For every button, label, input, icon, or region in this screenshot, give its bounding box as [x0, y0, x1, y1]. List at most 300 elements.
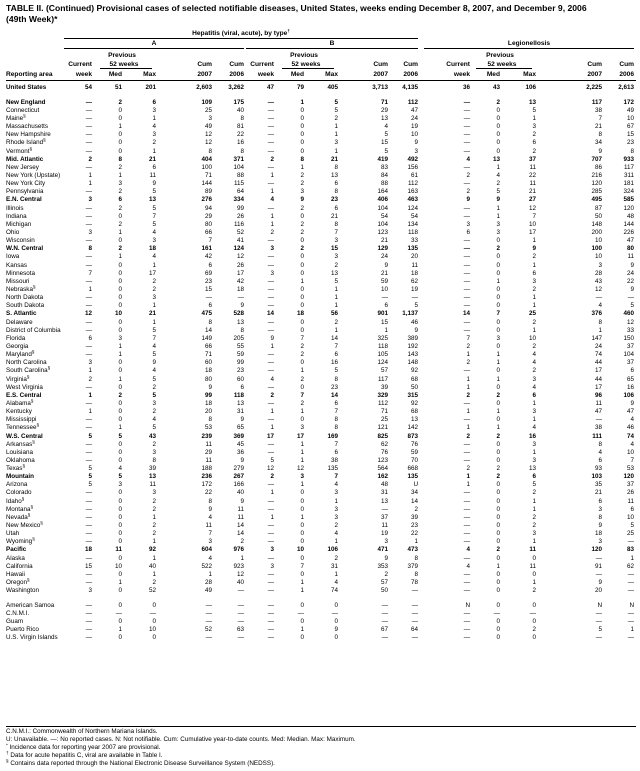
value-cell: —: [267, 106, 274, 114]
value-cell: 9: [414, 139, 418, 147]
value-cell: 22: [626, 277, 634, 285]
table-row: [6, 457, 636, 465]
value-cell: 18: [410, 269, 418, 277]
value-cell: 1: [270, 424, 274, 432]
value-cell: 6: [334, 351, 338, 359]
value-cell: 2: [532, 489, 536, 497]
reporting-area-cell: California: [6, 562, 33, 570]
value-cell: 6: [598, 497, 602, 505]
value-cell: 1: [630, 554, 634, 562]
value-cell: —: [411, 601, 418, 609]
value-cell: 2: [300, 399, 304, 407]
value-cell: 0: [496, 294, 500, 302]
value-cell: 6: [598, 456, 602, 464]
value-cell: 12: [84, 310, 92, 318]
value-cell: 3: [384, 538, 388, 546]
value-cell: 34: [594, 139, 602, 147]
value-cell: 0: [118, 634, 122, 642]
value-cell: 80: [204, 220, 212, 228]
value-cell: 83: [380, 163, 388, 171]
value-cell: 11: [627, 253, 634, 261]
value-cell: 8: [334, 424, 338, 432]
value-cell: 33: [626, 326, 634, 334]
value-cell: 2: [152, 277, 156, 285]
value-cell: 463: [407, 196, 418, 204]
table-title: [6, 3, 636, 24]
value-cell: 68: [410, 375, 418, 383]
value-cell: —: [381, 618, 388, 626]
value-cell: 2: [334, 522, 338, 530]
value-cell: 3: [334, 513, 338, 521]
value-cell: 3,262: [228, 84, 244, 91]
value-cell: 6: [630, 367, 634, 375]
value-cell: 109: [201, 98, 212, 106]
value-cell: —: [627, 294, 634, 302]
value-cell: 3: [270, 245, 274, 253]
value-cell: 0: [118, 601, 122, 609]
value-cell: 1: [270, 408, 274, 416]
value-cell: 12: [528, 204, 536, 212]
value-cell: 117: [377, 375, 388, 383]
value-cell: 1: [334, 302, 338, 310]
value-cell: 116: [233, 220, 244, 228]
value-cell: 1: [240, 554, 244, 562]
a-med-label: Med: [108, 71, 122, 78]
value-cell: 334: [233, 196, 244, 204]
value-cell: 5: [334, 106, 338, 114]
value-cell: 15: [380, 139, 388, 147]
value-cell: 2: [152, 285, 156, 293]
value-cell: 0: [118, 456, 122, 464]
value-cell: 92: [410, 399, 418, 407]
a-cum-2006-label: Cum: [229, 61, 244, 68]
value-cell: 4: [270, 196, 274, 204]
value-cell: —: [463, 610, 470, 618]
value-cell: 1: [496, 562, 500, 570]
value-cell: 0: [118, 302, 122, 310]
value-cell: 0: [300, 522, 304, 530]
a-2007-label: 2007: [197, 71, 212, 78]
value-cell: —: [85, 351, 92, 359]
value-cell: 0: [496, 147, 500, 155]
value-cell: 9: [598, 147, 602, 155]
table-row: [6, 384, 636, 392]
value-cell: 5: [88, 465, 92, 473]
value-cell: 36: [236, 448, 244, 456]
value-cell: 4: [384, 123, 388, 131]
value-cell: 31: [236, 408, 244, 416]
leg-previous-label: Previous: [486, 52, 514, 59]
value-cell: 12: [204, 131, 212, 139]
table-title-line1: TABLE II. (Continued) Provisional cases of selected notifiable diseases, United States, weeks ending December 8, 2007, and December 9, 2006: [6, 3, 587, 13]
value-cell: 0: [496, 326, 500, 334]
value-cell: 54: [380, 212, 388, 220]
a-52weeks-label: 52 weeks: [109, 61, 139, 68]
value-cell: 7: [334, 408, 338, 416]
value-cell: 18: [84, 546, 92, 554]
value-cell: 4: [118, 465, 122, 473]
group-legionellosis-rule: [424, 48, 634, 49]
value-cell: —: [85, 106, 92, 114]
value-cell: 0: [300, 497, 304, 505]
b-previous-label: Previous: [290, 52, 318, 59]
value-cell: 18: [236, 285, 244, 293]
reporting-area-cell: North Dakota: [6, 294, 44, 302]
value-cell: 59: [380, 277, 388, 285]
reporting-area-cell: Louisiana: [6, 448, 33, 456]
value-cell: 1: [300, 408, 304, 416]
value-cell: 2: [466, 172, 470, 179]
value-cell: 5: [334, 277, 338, 285]
value-cell: 6: [532, 391, 536, 399]
value-cell: 668: [407, 465, 418, 473]
value-cell: —: [205, 601, 212, 609]
value-cell: —: [237, 610, 244, 618]
value-cell: —: [267, 601, 274, 609]
reporting-area-cell: Puerto Rico: [6, 626, 39, 634]
b-cum-2006-label: Cum: [403, 61, 418, 68]
value-cell: 1: [88, 172, 92, 179]
value-cell: 6: [152, 163, 156, 171]
table-row: [6, 530, 636, 538]
value-cell: 71: [380, 408, 388, 416]
value-cell: 91: [594, 562, 602, 570]
table-row: [6, 351, 636, 359]
value-cell: 0: [118, 237, 122, 245]
value-cell: 64: [410, 626, 418, 634]
value-cell: —: [85, 618, 92, 626]
value-cell: —: [529, 610, 536, 618]
value-cell: 3: [532, 530, 536, 538]
value-cell: 15: [626, 131, 634, 139]
value-cell: —: [85, 326, 92, 334]
value-cell: —: [463, 261, 470, 269]
value-cell: —: [463, 440, 470, 448]
table-row: [6, 310, 636, 318]
value-cell: 404: [201, 155, 212, 163]
value-cell: 8: [334, 220, 338, 228]
value-cell: 14: [266, 310, 274, 318]
value-cell: 0: [496, 601, 500, 609]
value-cell: 825: [377, 432, 388, 440]
value-cell: 6: [118, 196, 122, 204]
value-cell: —: [237, 587, 244, 595]
reporting-area-cell: W.N. Central: [6, 245, 44, 253]
value-cell: 11: [411, 261, 418, 269]
value-cell: 9: [384, 554, 388, 562]
value-cell: 6: [630, 505, 634, 513]
reporting-area-cell: E.N. Central: [6, 196, 42, 204]
value-cell: 164: [377, 188, 388, 196]
value-cell: 13: [330, 172, 338, 179]
value-cell: 2: [532, 626, 536, 634]
value-cell: 1: [270, 513, 274, 521]
value-cell: 923: [233, 562, 244, 570]
value-cell: 2: [300, 180, 304, 188]
value-cell: 105: [377, 351, 388, 359]
value-cell: 0: [300, 359, 304, 367]
value-cell: 5: [532, 481, 536, 489]
value-cell: 6: [334, 180, 338, 188]
value-cell: 0: [118, 522, 122, 530]
value-cell: 106: [623, 391, 634, 399]
value-cell: 1: [334, 285, 338, 293]
value-cell: 52: [236, 228, 244, 236]
value-cell: —: [267, 147, 274, 155]
value-cell: 4: [334, 530, 338, 538]
value-cell: 0: [118, 489, 122, 497]
value-cell: 135: [407, 473, 418, 481]
value-cell: 118: [233, 391, 244, 399]
value-cell: 29: [380, 106, 388, 114]
value-cell: —: [85, 318, 92, 326]
value-cell: 585: [623, 196, 634, 204]
value-cell: 226: [623, 228, 634, 236]
value-cell: 1: [152, 570, 156, 578]
value-cell: —: [463, 570, 470, 578]
value-cell: 47: [626, 408, 634, 416]
value-cell: —: [463, 123, 470, 131]
reporting-area-cell: Maryland§: [6, 349, 35, 359]
reporting-area-cell: Nevada§: [6, 512, 31, 521]
value-cell: —: [149, 610, 156, 618]
value-cell: 16: [236, 139, 244, 147]
value-cell: 7: [466, 334, 470, 342]
value-cell: —: [267, 497, 274, 505]
value-cell: 873: [407, 432, 418, 440]
value-cell: 27: [528, 196, 536, 204]
value-cell: —: [627, 587, 634, 595]
table-row: [6, 115, 636, 123]
value-cell: 0: [118, 261, 122, 269]
value-cell: 39: [410, 513, 418, 521]
value-cell: 124: [377, 359, 388, 367]
b-52weeks-label: 52 weeks: [291, 61, 321, 68]
value-cell: 4: [466, 155, 470, 163]
reporting-area-cell: Connecticut: [6, 106, 40, 114]
value-cell: 8: [240, 147, 244, 155]
value-cell: —: [237, 618, 244, 626]
value-cell: 0: [496, 626, 500, 634]
value-cell: 8: [598, 318, 602, 326]
value-cell: —: [85, 399, 92, 407]
value-cell: 2: [300, 228, 304, 236]
table-row: [6, 408, 636, 416]
value-cell: 21: [594, 123, 602, 131]
value-cell: 5: [152, 204, 156, 212]
value-cell: 37: [380, 513, 388, 521]
value-cell: 0: [496, 383, 500, 391]
value-cell: 2: [270, 155, 274, 163]
value-cell: 23: [204, 277, 212, 285]
value-cell: 528: [233, 310, 244, 318]
value-cell: —: [267, 253, 274, 261]
value-cell: 5: [88, 481, 92, 489]
value-cell: —: [267, 163, 274, 171]
value-cell: —: [85, 554, 92, 562]
value-cell: 0: [334, 618, 338, 626]
value-cell: 2: [270, 391, 274, 399]
value-cell: 5: [88, 473, 92, 481]
value-cell: 1: [496, 408, 500, 416]
value-cell: 2: [152, 139, 156, 147]
value-cell: 49: [626, 106, 634, 114]
value-cell: 1: [300, 98, 304, 106]
value-cell: —: [331, 610, 338, 618]
value-cell: 371: [233, 155, 244, 163]
value-cell: 47: [626, 237, 634, 245]
value-cell: —: [85, 626, 92, 634]
value-cell: 3: [152, 399, 156, 407]
value-cell: 31: [380, 489, 388, 497]
value-cell: 2: [300, 204, 304, 212]
value-cell: 5: [414, 302, 418, 310]
value-cell: —: [463, 399, 470, 407]
value-cell: —: [85, 220, 92, 228]
value-cell: 26: [236, 261, 244, 269]
value-cell: 201: [145, 84, 156, 91]
a-max-label: Max: [143, 71, 156, 78]
table-row: [6, 327, 636, 335]
table-row: [6, 343, 636, 351]
value-cell: —: [85, 342, 92, 350]
value-cell: —: [85, 497, 92, 505]
value-cell: 1: [300, 587, 304, 595]
value-cell: 104: [377, 204, 388, 212]
value-cell: 2: [532, 318, 536, 326]
footnote-cnmi: C.N.M.I.: Commonwealth of Northern Mariana Islands.: [6, 728, 158, 735]
value-cell: 2: [118, 163, 122, 171]
value-cell: 0: [118, 277, 122, 285]
value-cell: 25: [528, 310, 536, 318]
value-cell: 4: [152, 253, 156, 261]
value-cell: 1: [118, 375, 122, 383]
value-cell: —: [267, 399, 274, 407]
value-cell: 2,613: [618, 84, 634, 91]
value-cell: 0: [496, 399, 500, 407]
value-cell: 84: [380, 172, 388, 179]
table-row: [6, 522, 636, 530]
value-cell: —: [627, 579, 634, 587]
value-cell: 389: [407, 334, 418, 342]
table-row: [6, 84, 636, 92]
value-cell: 2: [118, 188, 122, 196]
value-cell: 4: [466, 546, 470, 554]
value-cell: 2: [466, 359, 470, 367]
value-cell: 7: [300, 391, 304, 399]
value-cell: 0: [118, 399, 122, 407]
value-cell: 0: [300, 554, 304, 562]
value-cell: 40: [236, 106, 244, 114]
value-cell: 47: [266, 84, 274, 91]
value-cell: 0: [496, 237, 500, 245]
value-cell: 3: [88, 228, 92, 236]
value-cell: 2: [466, 391, 470, 399]
value-cell: 63: [236, 626, 244, 634]
value-cell: 0: [300, 505, 304, 513]
value-cell: 9: [152, 180, 156, 188]
value-cell: 21: [330, 212, 338, 220]
value-cell: 2: [152, 497, 156, 505]
value-cell: 24: [626, 269, 634, 277]
data-table: [6, 84, 636, 643]
value-cell: 3: [598, 538, 602, 546]
value-cell: 3: [118, 334, 122, 342]
value-cell: 1: [300, 448, 304, 456]
reporting-area-cell: South Dakota: [6, 302, 45, 310]
reporting-area-cell: Wisconsin: [6, 237, 35, 245]
value-cell: —: [463, 163, 470, 171]
value-cell: 10: [528, 220, 536, 228]
value-cell: 325: [377, 334, 388, 342]
value-cell: 44: [594, 375, 602, 383]
table-row: [6, 213, 636, 221]
value-cell: 8: [334, 163, 338, 171]
value-cell: —: [85, 123, 92, 131]
value-cell: —: [85, 277, 92, 285]
value-cell: —: [463, 522, 470, 530]
value-cell: 16: [330, 359, 338, 367]
value-cell: 0: [496, 530, 500, 538]
value-cell: —: [463, 115, 470, 123]
value-cell: 1: [532, 579, 536, 587]
value-cell: 0: [118, 538, 122, 546]
table-row: [6, 335, 636, 343]
value-cell: 1: [384, 326, 388, 334]
value-cell: 104: [623, 351, 634, 359]
value-cell: 86: [594, 163, 602, 171]
value-cell: 6: [532, 473, 536, 481]
value-cell: 169: [327, 432, 338, 440]
value-cell: 123: [377, 228, 388, 236]
value-cell: —: [267, 115, 274, 123]
value-cell: 142: [407, 424, 418, 432]
value-cell: 10: [626, 513, 634, 521]
value-cell: —: [463, 587, 470, 595]
value-cell: 471: [377, 546, 388, 554]
value-cell: 22: [410, 530, 418, 538]
reporting-area-cell: Rhode Island§: [6, 137, 46, 147]
value-cell: 0: [300, 383, 304, 391]
value-cell: 1: [334, 294, 338, 302]
value-cell: 54: [84, 84, 92, 91]
value-cell: 12: [626, 318, 634, 326]
b-week-label: week: [257, 71, 274, 78]
value-cell: 1: [300, 456, 304, 464]
value-cell: 1: [118, 579, 122, 587]
value-cell: 0: [118, 318, 122, 326]
value-cell: 9: [630, 261, 634, 269]
value-cell: 495: [591, 196, 602, 204]
value-cell: 1: [88, 367, 92, 375]
value-cell: —: [463, 277, 470, 285]
value-cell: 12: [266, 465, 274, 473]
value-cell: 0: [496, 618, 500, 626]
value-cell: 2: [334, 554, 338, 562]
value-cell: 8: [630, 147, 634, 155]
value-cell: 8: [240, 115, 244, 123]
value-cell: 52: [204, 626, 212, 634]
value-cell: 166: [233, 481, 244, 489]
value-cell: 1: [152, 302, 156, 310]
value-cell: 9: [598, 579, 602, 587]
value-cell: 8: [598, 440, 602, 448]
value-cell: 13: [236, 399, 244, 407]
value-cell: 0: [300, 139, 304, 147]
value-cell: 17: [528, 228, 536, 236]
value-cell: 21: [148, 155, 156, 163]
value-cell: 93: [594, 465, 602, 473]
